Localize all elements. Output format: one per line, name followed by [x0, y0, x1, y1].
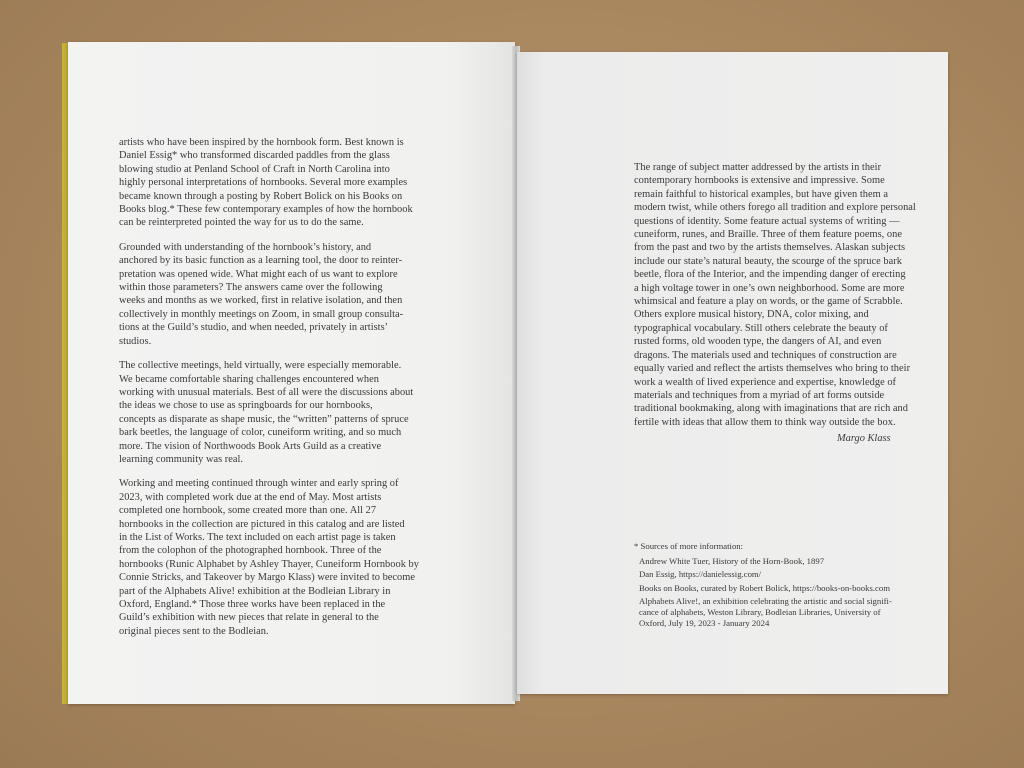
text-line: beetle, flora of the Interior, and the impending danger of erecting — [634, 269, 906, 281]
left-page — [68, 42, 515, 704]
text-line: fertile with ideas that allow them to think way outside the box. — [634, 416, 896, 428]
text-line: from the colophon of the photographed hornbook. Three of the — [119, 545, 382, 557]
text-line: rusted forms, old wooden type, the dangers of AI, and even — [634, 336, 882, 348]
text-line: modern twist, while others forego all tradition and explore personal — [634, 202, 916, 214]
author-signature: Margo Klass — [837, 433, 891, 444]
source-line: Books on Books, curated by Robert Bolick, https://books-on-books.com — [639, 582, 890, 593]
text-line: a high voltage tower in one’s own neighborhood. Some are more — [634, 282, 905, 294]
sources-footnote — [634, 541, 892, 631]
text-line: Connie Stricks, and Takeover by Margo Klass) were invited to become — [119, 572, 415, 584]
text-line: materials and techniques from a myriad of art forms outside — [634, 389, 885, 401]
paragraph-3 — [119, 359, 419, 466]
text-line: bark beetles, the language of color, cuneiform writing, and so much — [119, 427, 402, 439]
paragraph-1 — [119, 136, 419, 230]
text-line: remain faithful to historical examples, but have given them a — [634, 188, 888, 200]
source-line: Oxford, July 19, 2023 - January 2024 — [639, 618, 770, 629]
text-line: equally varied and reflect the artists themselves who bring to their — [634, 363, 911, 375]
text-line: We became comfortable sharing challenges encountered when — [119, 373, 379, 385]
paragraph-4 — [119, 477, 419, 638]
text-line: work a wealth of lived experience and expertise, knowledge of — [634, 376, 897, 388]
text-line: Working and meeting continued through winter and early spring of — [119, 478, 399, 490]
source-item — [634, 596, 892, 630]
text-line: from the past and two by the artists themselves. Alaskan subjects — [634, 242, 906, 254]
text-line: The range of subject matter addressed by the artists in their — [634, 162, 882, 173]
text-line: pretation was opened wide. What might each of us want to explore — [119, 268, 398, 280]
text-line: learning community was real. — [119, 453, 244, 465]
text-line: anchored by its basic function as a learning tool, the door to reinter- — [119, 255, 403, 267]
text-line: Daniel Essig* who transformed discarded paddles from the glass — [119, 150, 390, 162]
source-item — [634, 556, 892, 567]
right-page-text — [634, 161, 924, 429]
text-line: questions of identity. Some feature actual systems of writing — — [634, 215, 900, 227]
text-line: Grounded with understanding of the hornbook’s history, and — [119, 241, 372, 253]
text-line: include our state’s natural beauty, the scourge of the spruce bark — [634, 255, 902, 267]
text-line: working with unusual materials. Best of all were the discussions about — [119, 386, 414, 398]
text-line: became known through a posting by Robert Bolick on his Books on — [119, 190, 403, 202]
left-page-text — [119, 136, 419, 649]
text-line: can be reinterpreted pointed the way for us to do the same. — [119, 217, 364, 229]
sources-title: * Sources of more information: — [634, 541, 744, 551]
right-page — [517, 52, 948, 694]
source-line: cance of alphabets, Weston Library, Bodleian Libraries, University of — [639, 607, 881, 618]
text-line: studios. — [119, 335, 152, 347]
text-line: artists who have been inspired by the hornbook form. Best known is — [119, 137, 404, 148]
text-line: hornbooks in the collection are pictured in this catalog and are listed — [119, 518, 405, 530]
source-line: Alphabets Alive!, an exhibition celebrating the artistic and social signifi- — [639, 595, 892, 606]
text-line: in the List of Works. The text included on each artist page is taken — [119, 531, 396, 543]
text-line: original pieces sent to the Bodleian. — [119, 625, 269, 637]
text-line: highly personal interpretations of hornbooks. Several more examples — [119, 177, 408, 189]
text-line: part of the Alphabets Alive! exhibition at the Bodleian Library in — [119, 585, 391, 597]
text-line: Others explore musical history, DNA, color mixing, and — [634, 309, 869, 321]
text-line: collectively in monthly meetings on Zoom, in small group consulta- — [119, 308, 404, 320]
text-line: completed one hornbook, some created more than one. All 27 — [119, 505, 377, 517]
source-item — [634, 583, 892, 594]
text-line: the ideas we chose to use as springboards for our hornbooks, — [119, 400, 373, 412]
source-item — [634, 569, 892, 580]
text-line: contemporary hornbooks is extensive and impressive. Some — [634, 175, 885, 187]
text-line: Guild’s exhibition with new pieces that relate in general to the — [119, 612, 379, 624]
source-line: Andrew White Tuer, History of the Horn-Book, 1897 — [639, 556, 825, 567]
text-line: within those parameters? The answers came over the following — [119, 282, 383, 294]
text-line: tions at the Guild’s studio, and when needed, privately in artists’ — [119, 322, 389, 334]
text-line: weeks and months as we worked, first in relative isolation, and then — [119, 295, 403, 307]
text-line: The collective meetings, held virtually, were especially memorable. — [119, 360, 402, 372]
text-line: hornbooks (Runic Alphabet by Ashley Thayer, Cuneiform Hornbook by — [119, 558, 419, 570]
text-line: blowing studio at Penland School of Craft in North Carolina into — [119, 163, 390, 175]
text-line: typographical vocabulary. Still others celebrate the beauty of — [634, 322, 888, 334]
text-line: concepts as disparate as shape music, the “written” patterns of spruce — [119, 413, 409, 425]
text-line: 2023, with completed work due at the end of May. Most artists — [119, 491, 382, 503]
text-line: more. The vision of Northwoods Book Arts Guild as a creative — [119, 440, 382, 452]
text-line: traditional bookmaking, along with imaginations that are rich and — [634, 403, 908, 415]
text-line: Oxford, England.* Those three works have been replaced in the — [119, 599, 386, 610]
source-line: Dan Essig, https://danielessig.com/ — [639, 569, 762, 580]
text-line: cuneiform, runes, and Braille. Three of them feature poems, one — [634, 229, 902, 241]
text-line: whimsical and feature a play on words, or the game of Scrabble. — [634, 296, 903, 308]
text-line: Books blog.* These few contemporary examples of how the hornbook — [119, 204, 413, 216]
paragraph-2 — [119, 241, 419, 348]
text-line: dragons. The materials used and techniques of construction are — [634, 349, 897, 361]
